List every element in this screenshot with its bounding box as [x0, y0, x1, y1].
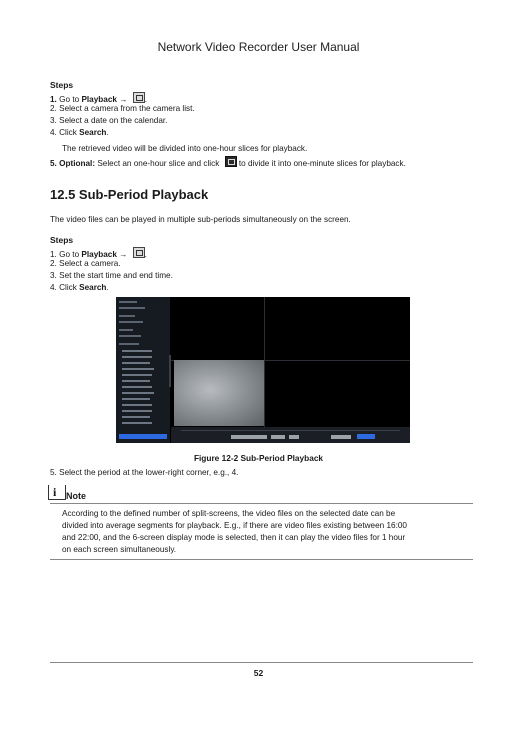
- note-bottom-rule: [50, 559, 473, 560]
- step-text: 4. Click: [50, 128, 80, 137]
- search-button: [119, 434, 167, 439]
- playback-screenshot: [116, 297, 410, 443]
- note-line-2: divided into average segments for playback. E.g., if there are video files existing between 16:00: [62, 521, 407, 530]
- step-5: [50, 156, 406, 168]
- period-selector: [357, 434, 375, 439]
- step-4: [50, 128, 109, 137]
- step-text: 4. Click: [50, 283, 80, 292]
- step-text: 1. Go to: [50, 250, 82, 259]
- note-line-1: According to the defined number of split-screens, the video files on the selected date can be: [62, 509, 396, 518]
- step-end: .: [106, 128, 109, 137]
- step-text: Select an one-hour slice and click: [95, 159, 222, 168]
- note-line-4: on each screen simultaneously.: [62, 545, 177, 554]
- timeline-bar: [171, 427, 410, 443]
- note-top-rule: [50, 503, 473, 504]
- steps-heading-2: Steps: [50, 235, 74, 245]
- note-line-3: and 22:00, and the 6-screen display mode is selected, then it can play the video files for 1 hour: [62, 533, 406, 542]
- step2-1: [50, 247, 147, 259]
- page-header-title: Network Video Recorder User Manual: [157, 40, 360, 54]
- step-2: 2. Select a camera from the camera list.: [50, 104, 195, 113]
- playback-icon: [133, 92, 145, 103]
- step-text: Go to: [59, 95, 82, 104]
- section-title: 12.5 Sub-Period Playback: [50, 187, 209, 202]
- note-icon: i: [48, 485, 66, 500]
- step-text-end: to divide it into one-minute slices for playback.: [236, 159, 406, 168]
- divide-slice-icon: [225, 156, 237, 167]
- menu-path: Playback →: [81, 250, 128, 259]
- note-label: Note: [66, 491, 86, 501]
- section-intro: The video files can be played in multiple sub-periods simultaneously on the screen.: [50, 215, 351, 224]
- step-end: .: [144, 250, 147, 259]
- steps-heading: Steps: [50, 80, 74, 90]
- step-1: [50, 92, 147, 104]
- step-end: .: [106, 283, 109, 292]
- step-result: The retrieved video will be divided into one-hour slices for playback.: [62, 144, 308, 153]
- step2-3: 3. Set the start time and end time.: [50, 271, 173, 280]
- step-3: 3. Select a date on the calendar.: [50, 116, 168, 125]
- sub-period-icon: [133, 247, 145, 258]
- step-number: 5.: [50, 159, 57, 168]
- step-number: 1.: [50, 95, 57, 104]
- search-keyword: Search: [79, 283, 107, 292]
- menu-path: Playback →: [81, 95, 128, 104]
- step-end: .: [144, 95, 147, 104]
- optional-label: Optional:: [59, 159, 96, 168]
- page-number: 52: [253, 668, 264, 678]
- split-divider: [264, 297, 265, 427]
- step2-5: 5. Select the period at the lower-right corner, e.g., 4.: [50, 468, 239, 477]
- video-tile: [174, 360, 264, 426]
- search-keyword: Search: [79, 128, 107, 137]
- footer-rule: [50, 662, 473, 663]
- figure-caption: Figure 12-2 Sub-Period Playback: [193, 453, 324, 463]
- step2-2: 2. Select a camera.: [50, 259, 121, 268]
- camera-sidebar: [116, 297, 170, 443]
- step2-4: [50, 283, 109, 292]
